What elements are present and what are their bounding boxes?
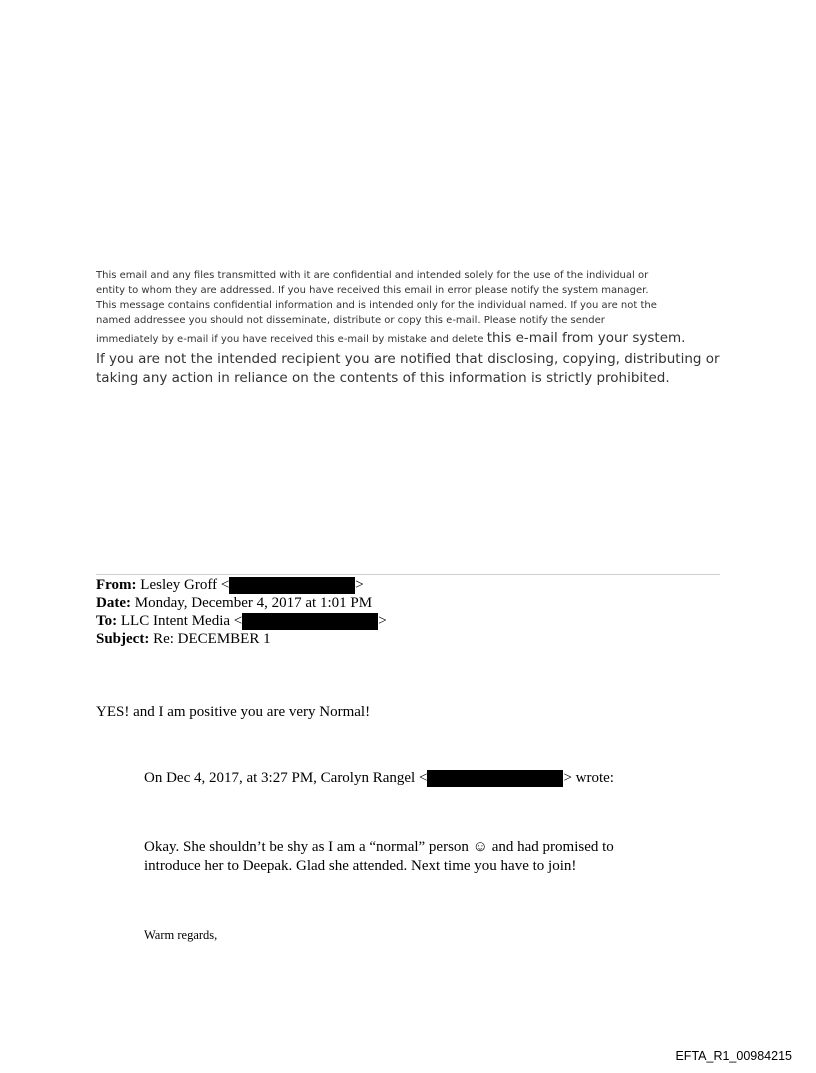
quoted-body xyxy=(144,838,614,876)
from-value: Lesley Groff < xyxy=(140,577,230,593)
redaction-box xyxy=(229,577,355,594)
to-value: LLC Intent Media < xyxy=(120,613,243,629)
redaction-box xyxy=(427,770,563,787)
disclaimer-line: This message contains confidential information and is intended only for the individual named. If you are not the xyxy=(96,300,657,311)
document-id: EFTA_R1_00984215 xyxy=(675,1049,792,1063)
from-close: > xyxy=(355,577,364,593)
disclaimer-line: This email and any files transmitted with it are confidential and intended solely for the use of the individual or xyxy=(96,270,649,281)
quoted-body-line: Okay. She shouldn’t be shy as I am a “normal” person ☺ and had promised to xyxy=(144,839,614,855)
email-header xyxy=(96,576,387,648)
date-value: Monday, December 4, 2017 at 1:01 PM xyxy=(134,595,373,611)
to-label: To: xyxy=(96,613,118,629)
header-divider xyxy=(96,574,720,575)
disclaimer-mixed-large: this e-mail from your system. xyxy=(486,330,686,346)
disclaimer-line-mixed xyxy=(96,328,736,350)
signoff: Warm regards, xyxy=(144,928,218,942)
to-close: > xyxy=(378,613,387,629)
subject-row xyxy=(96,630,387,648)
reply-text: YES! and I am positive you are very Normal! xyxy=(96,704,371,720)
quote-attribution xyxy=(144,769,614,788)
disclaimer-line: named addressee you should not disseminate, distribute or copy this e-mail. Please notify the sender xyxy=(96,315,605,326)
from-row xyxy=(96,576,387,594)
subject-label: Subject: xyxy=(96,631,150,647)
attribution-prefix: On Dec 4, 2017, at 3:27 PM, Carolyn Rangel < xyxy=(144,770,428,786)
disclaimer-line: taking any action in reliance on the contents of this information is strictly prohibited. xyxy=(96,370,670,386)
to-row xyxy=(96,612,387,630)
redaction-box xyxy=(242,613,378,630)
attribution-suffix: > wrote: xyxy=(563,770,614,786)
date-row xyxy=(96,594,387,612)
disclaimer-line: If you are not the intended recipient you are notified that disclosing, copying, distributing or xyxy=(96,351,720,367)
confidentiality-disclaimer xyxy=(96,268,736,388)
date-label: Date: xyxy=(96,595,131,611)
disclaimer-line: entity to whom they are addressed. If you have received this email in error please notify the system manager. xyxy=(96,285,649,296)
from-label: From: xyxy=(96,577,137,593)
disclaimer-mixed-small: immediately by e-mail if you have received this e-mail by mistake and delete xyxy=(96,334,487,345)
subject-value: Re: DECEMBER 1 xyxy=(153,631,271,647)
quoted-body-line: introduce her to Deepak. Glad she attended. Next time you have to join! xyxy=(144,858,577,874)
